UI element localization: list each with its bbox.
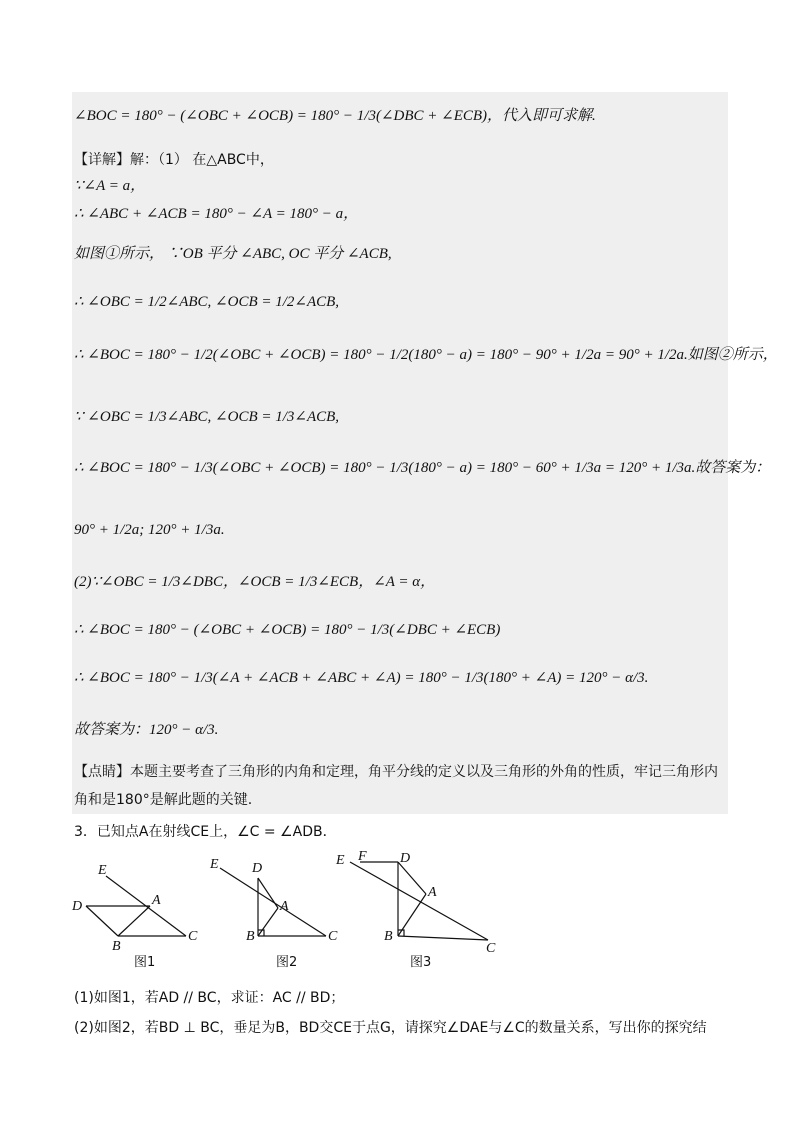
fig3-label-c: C (486, 941, 496, 956)
solution-background (72, 92, 728, 814)
fig1-label-e: E (98, 863, 107, 878)
figures-svg (70, 848, 510, 970)
solution-line-3: ∵∠A = a， (74, 178, 146, 194)
fig1-label-a: A (152, 893, 161, 908)
problem-stem: 3．已知点A在射线CE上，∠C = ∠ADB． (74, 824, 337, 840)
solution-line-7: ∴ ∠BOC = 180° − 1/2(∠OBC + ∠OCB) = 180° − 1/2(180° − a) = 180° − 90° + 1/2a = 90° + 1/2a.如图②所示， (74, 347, 778, 363)
solution-line-1: ∠BOC = 180° − (∠OBC + ∠OCB) = 180° − 1/3(∠DBC + ∠ECB)，代入即可求解. (74, 108, 596, 124)
problem-question-1: (1)如图1，若AD // BC，求证：AC // BD； (74, 990, 345, 1006)
fig2-ray-ce (220, 868, 326, 936)
geometry-figures (70, 848, 510, 970)
solution-line-6: ∴ ∠OBC = 1/2∠ABC, ∠OCB = 1/2∠ACB, (74, 294, 340, 310)
fig2-label-a: A (280, 899, 289, 914)
solution-line-9: ∴ ∠BOC = 180° − 1/3(∠OBC + ∠OCB) = 180° − 1/3(180° − a) = 180° − 60° + 1/3a = 120° + 1/3a.故答案为： (74, 460, 771, 476)
fig3-label-e: E (336, 853, 345, 868)
fig3-ray-ce (350, 862, 488, 940)
fig2-label-d: D (252, 861, 263, 876)
fig3-segment-da (398, 862, 426, 894)
fig1-label-c: C (188, 929, 198, 944)
fig2-label-b: B (246, 929, 255, 944)
fig1-label-d: D (72, 899, 83, 914)
fig3-segment-bc (398, 936, 488, 940)
fig3-label-d: D (400, 851, 411, 866)
fig3-label-b: B (384, 929, 393, 944)
solution-line-12: ∴ ∠BOC = 180° − (∠OBC + ∠OCB) = 180° − 1/3(∠DBC + ∠ECB) (74, 622, 501, 638)
solution-line-4: ∴ ∠ABC + ∠ACB = 180° − ∠A = 180° − a， (74, 206, 359, 222)
solution-line-5: 如图①所示， ∵OB 平分 ∠ABC, OC 平分 ∠ACB, (74, 246, 392, 262)
fig3-label-a: A (428, 885, 437, 900)
solution-line-14: 故答案为：120° − α/3. (74, 722, 219, 738)
problem-question-2: (2)如图2，若BD ⊥ BC，垂足为B，BD交CE于点G，请探究∠DAE与∠C的数量关系，写出你的探究结 (74, 1020, 707, 1036)
fig2-label-e: E (210, 857, 219, 872)
solution-line-8: ∵ ∠OBC = 1/3∠ABC, ∠OCB = 1/3∠ACB, (74, 409, 340, 425)
fig1-caption: 图1 (134, 955, 156, 970)
solution-line-2: 【详解】解：（1） 在△ABC中， (74, 152, 274, 168)
solution-line-15: 【点睛】本题主要考查了三角形的内角和定理，角平分线的定义以及三角形的外角的性质，牢记三角形内 (74, 764, 718, 780)
fig1-segment-ba (118, 906, 150, 936)
solution-line-10: 90° + 1/2a; 120° + 1/3a. (74, 522, 225, 538)
fig2-label-c: C (328, 929, 338, 944)
fig2-caption: 图2 (276, 955, 298, 970)
solution-line-11: (2)∵∠OBC = 1/3∠DBC，∠OCB = 1/3∠ECB，∠A = α， (74, 574, 436, 590)
fig2-segment-ba (258, 908, 278, 936)
fig2-segment-da (258, 878, 278, 908)
fig3-caption: 图3 (410, 955, 432, 970)
fig3-label-f: F (358, 849, 367, 864)
fig1-segment-db (86, 906, 118, 936)
fig1-label-b: B (112, 939, 121, 954)
solution-line-13: ∴ ∠BOC = 180° − 1/3(∠A + ∠ACB + ∠ABC + ∠A) = 180° − 1/3(180° + ∠A) = 120° − α/3. (74, 670, 649, 686)
solution-line-16: 角和是180°是解此题的关键. (74, 792, 253, 808)
